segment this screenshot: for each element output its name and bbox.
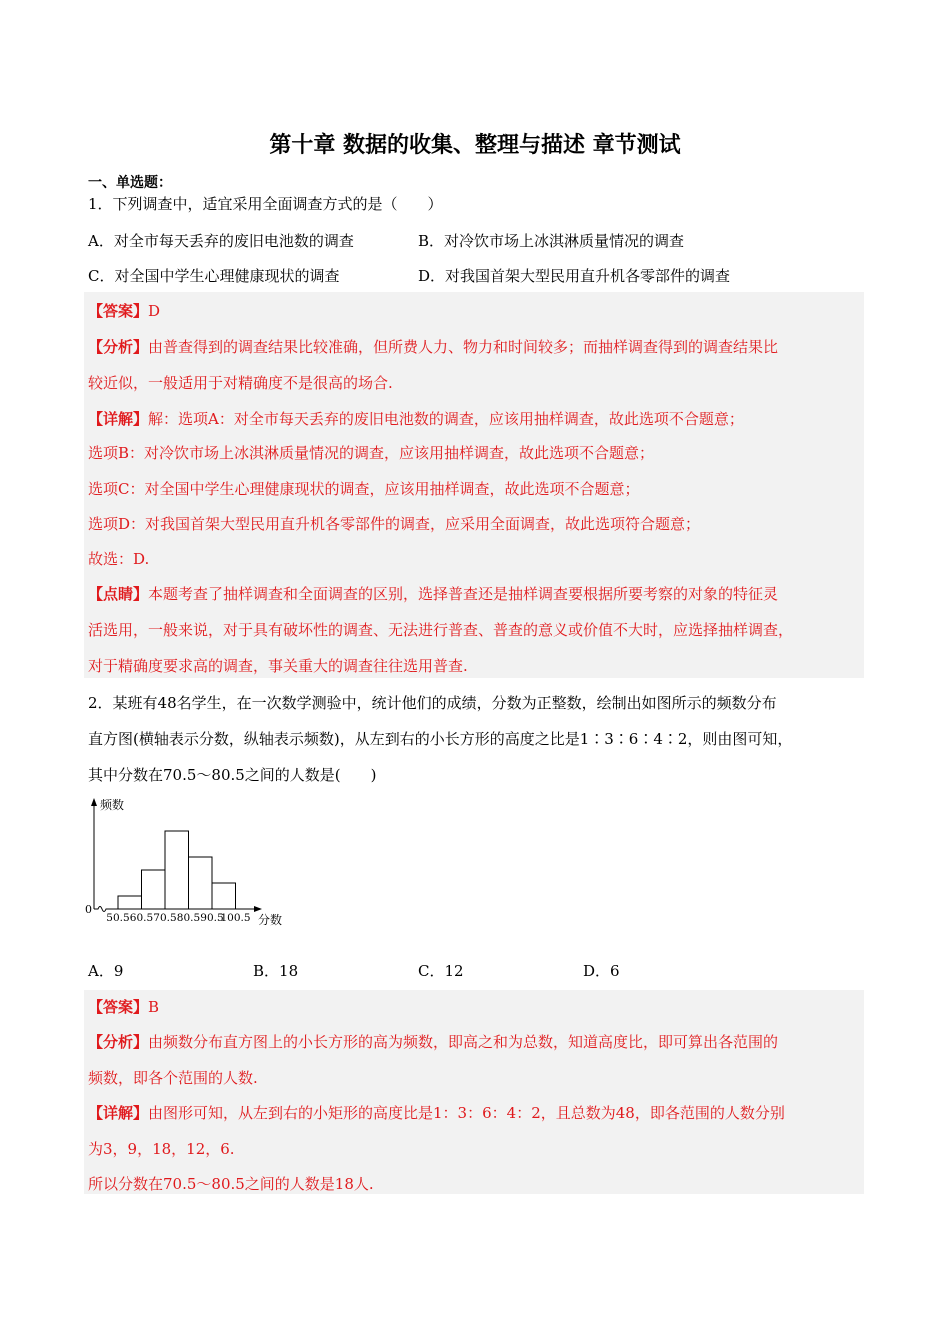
q2-option-a: A．9 bbox=[88, 962, 124, 980]
q2-answer bbox=[88, 996, 159, 1017]
q1-option-a: A．对全市每天丢弃的废旧电池数的调查 bbox=[88, 232, 354, 250]
y-axis-label: 频数 bbox=[100, 798, 125, 812]
q1-answer bbox=[88, 300, 160, 321]
histogram-bar bbox=[142, 870, 166, 909]
x-tick-label: 60.5 bbox=[129, 912, 154, 924]
x-axis-label: 分数 bbox=[258, 913, 283, 927]
q1-detail-line-1 bbox=[88, 408, 744, 429]
q2-option-c: C．12 bbox=[418, 962, 464, 980]
q2-analysis-tag: 【分析】 bbox=[88, 1033, 149, 1051]
q1-analysis-text-1: 由普查得到的调查结果比较准确，但所费人力、物力和时间较多；而抽样调查得到的调查结果比 bbox=[148, 338, 779, 356]
q1-analysis-line-2: 较近似，一般适用于对精确度不是很高的场合. bbox=[88, 374, 393, 392]
q1-comment-line-3: 对于精确度要求高的调查，事关重大的调查往往选用普查. bbox=[88, 657, 468, 675]
page-title: 第十章 数据的收集、整理与描述 章节测试 bbox=[269, 133, 681, 158]
q2-stem-line-3: 其中分数在70.5～80.5之间的人数是( ) bbox=[88, 766, 377, 784]
q1-answer-value: D bbox=[148, 302, 161, 320]
q2-detail-line-3: 所以分数在70.5～80.5之间的人数是18人. bbox=[88, 1175, 374, 1193]
section-heading: 一、单选题： bbox=[88, 175, 172, 191]
histogram-bar bbox=[118, 896, 142, 909]
q2-detail-tag: 【详解】 bbox=[88, 1104, 149, 1122]
q1-detail-tag: 【详解】 bbox=[88, 410, 149, 428]
q1-analysis-line-1 bbox=[88, 336, 778, 357]
q1-comment-line-1 bbox=[88, 583, 778, 604]
q2-stem-line-1: 2．某班有48名学生，在一次数学测验中，统计他们的成绩，分数为正整数，绘制出如图所示的频数分布 bbox=[88, 694, 777, 712]
x-axis-arrow-icon bbox=[254, 906, 262, 912]
q2-option-d: D．6 bbox=[583, 962, 620, 980]
q2-analysis-text-1: 由频数分布直方图上的小长方形的高为频数，即高之和为总数，知道高度比，即可算出各范围的 bbox=[148, 1033, 779, 1051]
x-tick-label: 80.5 bbox=[176, 912, 201, 924]
q2-detail-line-1 bbox=[88, 1102, 785, 1123]
q2-analysis-line-2: 频数，即各个范围的人数. bbox=[88, 1069, 258, 1087]
histogram-bar bbox=[212, 883, 236, 909]
q1-detail-line-2: 选项B：对冷饮市场上冰淇淋质量情况的调查，应该用抽样调查，故此选项不合题意； bbox=[88, 444, 655, 462]
histogram-bar bbox=[189, 857, 213, 909]
q1-option-b: B．对冷饮市场上冰淇淋质量情况的调查 bbox=[418, 232, 685, 250]
x-tick-label: 70.5 bbox=[153, 912, 177, 924]
q2-option-b: B．18 bbox=[253, 962, 299, 980]
q1-comment-text-1: 本题考查了抽样调查和全面调查的区别，选择普查还是抽样调查要根据所要考察的对象的特征灵 bbox=[148, 585, 779, 603]
q2-detail-text-1: 由图形可知，从左到右的小矩形的高度比是1：3：6：4：2，且总数为48，即各范围的人数分别 bbox=[148, 1104, 785, 1122]
q1-comment-line-2: 活选用，一般来说，对于具有破坏性的调查、无法进行普查、普查的意义或价值不大时，应选择抽样调查， bbox=[88, 621, 794, 639]
q1-detail-text-1: 解：选项A：对全市每天丢弃的废旧电池数的调查，应该用抽样调查，故此选项不合题意； bbox=[148, 410, 744, 428]
q1-detail-line-5: 故选：D. bbox=[88, 550, 150, 568]
x-tick-label: 90.5 bbox=[200, 912, 224, 924]
q1-detail-line-4: 选项D：对我国首架大型民用直升机各零部件的调查，应采用全面调查，故此选项符合题意； bbox=[88, 515, 701, 533]
q1-stem: 1．下列调查中，适宜采用全面调查方式的是（ ） bbox=[88, 195, 443, 213]
q2-answer-value: B bbox=[148, 998, 160, 1016]
q2-answer-tag: 【答案】 bbox=[88, 998, 149, 1016]
q2-solution-box bbox=[84, 990, 864, 1194]
y-axis-arrow-icon bbox=[91, 798, 97, 806]
q2-stem-line-2: 直方图(横轴表示分数，纵轴表示频数)，从左到右的小长方形的高度之比是1∶3∶6∶4∶2，则由图可知， bbox=[88, 730, 793, 748]
q1-analysis-tag: 【分析】 bbox=[88, 338, 149, 356]
q1-option-d: D．对我国首架大型民用直升机各零部件的调查 bbox=[418, 267, 731, 285]
q1-answer-tag: 【答案】 bbox=[88, 302, 149, 320]
x-tick-label: 50.5 bbox=[106, 912, 130, 924]
x-tick-label: 100.5 bbox=[220, 912, 251, 924]
q1-detail-line-3: 选项C：对全国中学生心理健康现状的调查，应该用抽样调查，故此选项不合题意； bbox=[88, 480, 640, 498]
q1-option-c: C．对全国中学生心理健康现状的调查 bbox=[88, 267, 340, 285]
histogram-bar bbox=[165, 831, 189, 909]
q2-detail-line-2: 为3，9，18，12，6. bbox=[88, 1140, 235, 1158]
histogram-chart bbox=[84, 795, 294, 930]
q2-analysis-line-1 bbox=[88, 1031, 778, 1052]
q1-comment-tag: 【点睛】 bbox=[88, 585, 149, 603]
origin-label: 0 bbox=[85, 903, 92, 916]
